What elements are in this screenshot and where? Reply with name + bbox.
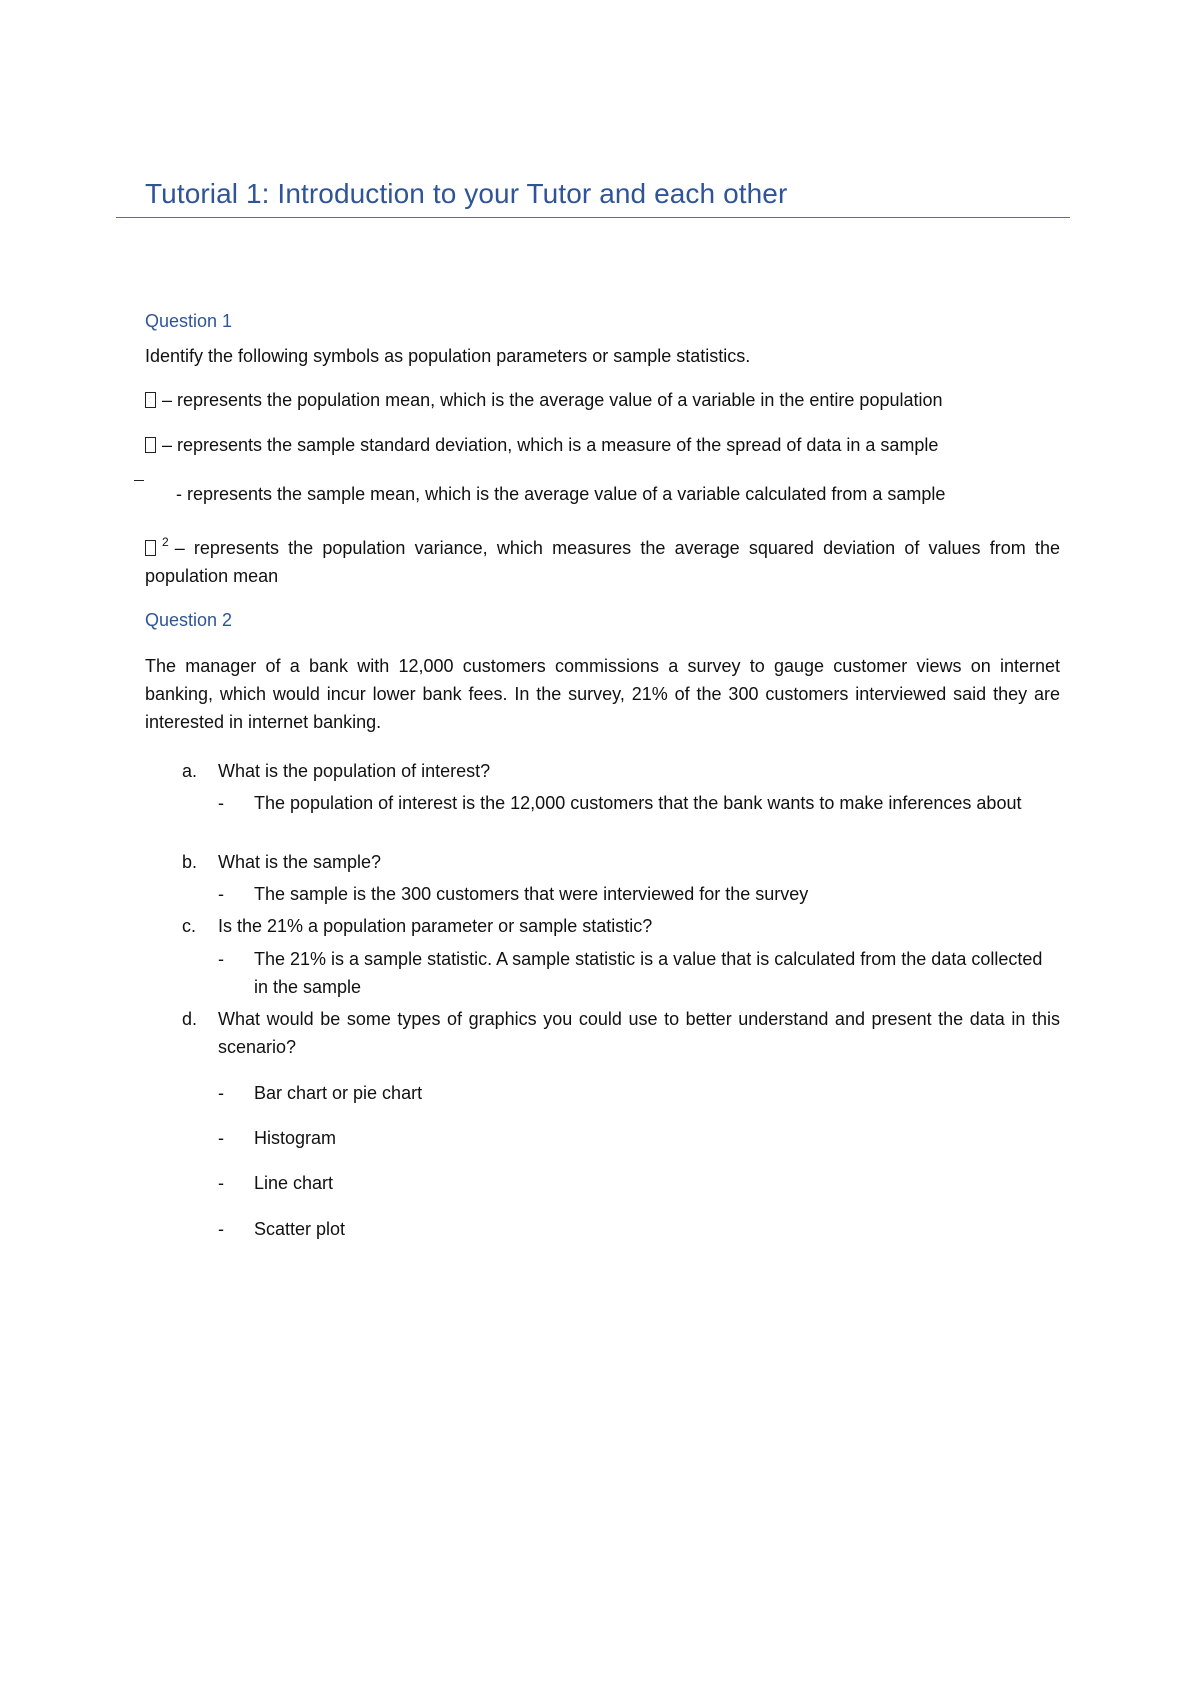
list-item-question: Is the 21% a population parameter or sample statistic? [218,916,653,936]
superscript: 2 [162,535,169,549]
list-item-letter: d. [182,1009,198,1029]
list-item-bullet: - [218,1219,224,1239]
symbol-line-population-mean [145,386,943,414]
question-2-paragraph: The manager of a bank with 12,000 customers commissions a survey to gauge customer views on internet banking, which would incur lower bank fees. In the survey, 21% of the 300 customers interviewed said they are interested in internet banking. [145,656,1060,732]
symbol-line-sample-mean [176,480,945,508]
overbar-mark [134,480,144,481]
list-item-answer: Bar chart or pie chart [254,1083,423,1103]
missing-glyph-icon [145,540,156,556]
list-item-answer: The population of interest is the 12,000 customers that the bank wants to make inferences about [254,793,1022,813]
missing-glyph-icon [145,392,156,408]
list-item-letter: b. [182,852,198,872]
question-1-heading: Question 1 [145,311,233,331]
symbol-description: – represents the sample standard deviation, which is a measure of the spread of data in a sample [162,435,939,455]
missing-glyph-icon [145,437,156,453]
page-title: Tutorial 1: Introduction to your Tutor and each other [145,178,788,209]
question-2-heading: Question 2 [145,610,233,630]
list-item-letter: a. [182,761,198,781]
list-item-answer: The sample is the 300 customers that were interviewed for the survey [254,884,809,904]
list-item-answer: Line chart [254,1173,334,1193]
list-item-bullet: - [218,949,224,969]
list-item-bullet: - [218,1128,224,1148]
list-item-answer: The 21% is a sample statistic. A sample statistic is a value that is calculated from the data collected in the sample [254,949,1043,997]
title-underline [116,217,1070,218]
list-item-question: What would be some types of graphics you could use to better understand and present the data in this scenario? [218,1009,1060,1057]
symbol-line-sample-sd [145,431,938,459]
list-item-question: What is the population of interest? [218,761,491,781]
list-item-answer: Scatter plot [254,1219,346,1239]
list-item-bullet: - [218,884,224,904]
symbol-description: – represents the population mean, which is the average value of a variable in the entire population [162,390,943,410]
symbol-line-population-variance [145,528,1060,590]
symbol-description: - represents the sample mean, which is the average value of a variable calculated from a sample [176,484,946,504]
list-item-bullet: - [218,793,224,813]
list-item-question: What is the sample? [218,852,382,872]
list-item-letter: c. [182,916,197,936]
question-1-intro: Identify the following symbols as population parameters or sample statistics. [145,346,751,366]
list-item-answer: Histogram [254,1128,337,1148]
list-item-bullet: - [218,1083,224,1103]
symbol-description: – represents the population variance, which measures the average squared deviation of values from the population mean [145,538,1060,586]
list-item-bullet: - [218,1173,224,1193]
